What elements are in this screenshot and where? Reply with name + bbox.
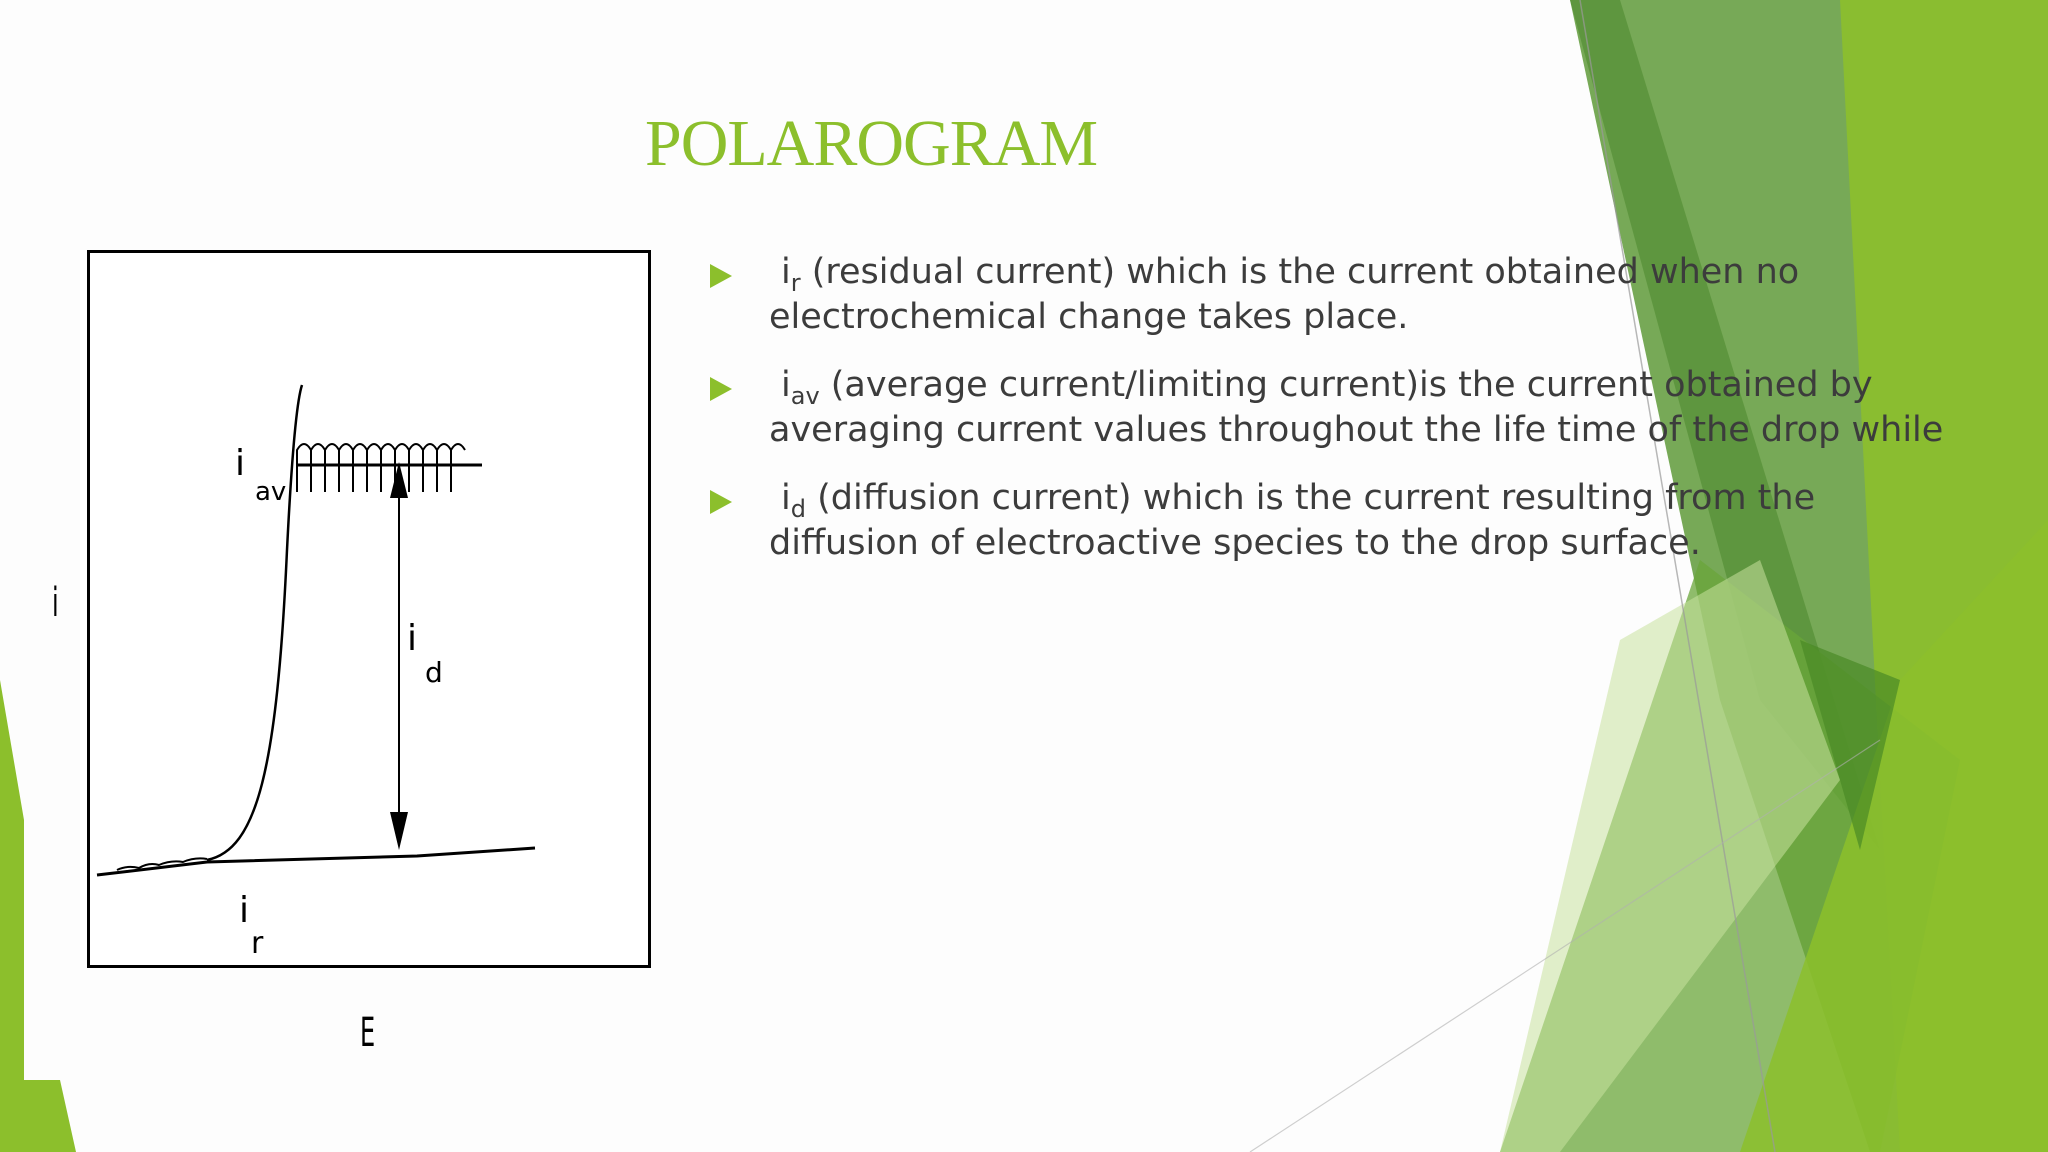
slide-title: POLAROGRAM (645, 107, 1098, 180)
bullet-symbol: i (781, 478, 791, 518)
drop-oscillation (451, 444, 465, 492)
bullet-subscript: av (790, 382, 820, 410)
polarogram-figure (87, 250, 651, 968)
drop-oscillation (367, 444, 381, 492)
drop-oscillation (353, 444, 367, 492)
bullet-item (712, 476, 1972, 566)
arrow-head-up (390, 462, 408, 498)
x-axis-label: E (360, 1010, 376, 1056)
bullet-text: (diffusion current) which is the current resulting from the diffusion of electroactive species to the drop surface. (769, 478, 1816, 563)
label-ir: i (239, 890, 250, 931)
bullet-subscript: d (790, 495, 806, 523)
polarographic-wave (207, 385, 302, 860)
bullet-text: (average current/limiting current)is the current obtained by averaging current values throughout the life time of the drop while (769, 365, 1944, 450)
label-ir-sub: r (251, 926, 264, 961)
y-axis-label: i (52, 580, 59, 626)
bullet-arrow-icon (710, 264, 732, 288)
bullet-item (712, 250, 1972, 340)
drop-oscillation (311, 444, 325, 492)
label-iav-sub: av (255, 477, 287, 507)
drop-oscillation (423, 444, 437, 492)
drop-oscillation (325, 444, 339, 492)
drop-oscillation (297, 444, 311, 492)
drop-oscillation (437, 444, 451, 492)
bullet-symbol: i (781, 365, 791, 405)
bullet-list (712, 250, 1972, 589)
bullet-subscript: r (790, 269, 801, 297)
label-id-sub: d (425, 656, 443, 689)
label-iav: i (235, 443, 246, 484)
drop-oscillations (297, 444, 465, 492)
drop-oscillation (339, 444, 353, 492)
label-id: i (407, 618, 418, 659)
drop-oscillation (381, 444, 395, 492)
bullet-arrow-icon (710, 490, 732, 514)
bullet-arrow-icon (710, 377, 732, 401)
bullet-item (712, 363, 1972, 453)
bullet-symbol: i (781, 252, 791, 292)
arrow-head-down (390, 812, 408, 850)
bullet-text: (residual current) which is the current obtained when no electrochemical change takes place. (769, 252, 1800, 337)
residual-current-baseline (97, 848, 535, 875)
drop-oscillation (409, 444, 423, 492)
